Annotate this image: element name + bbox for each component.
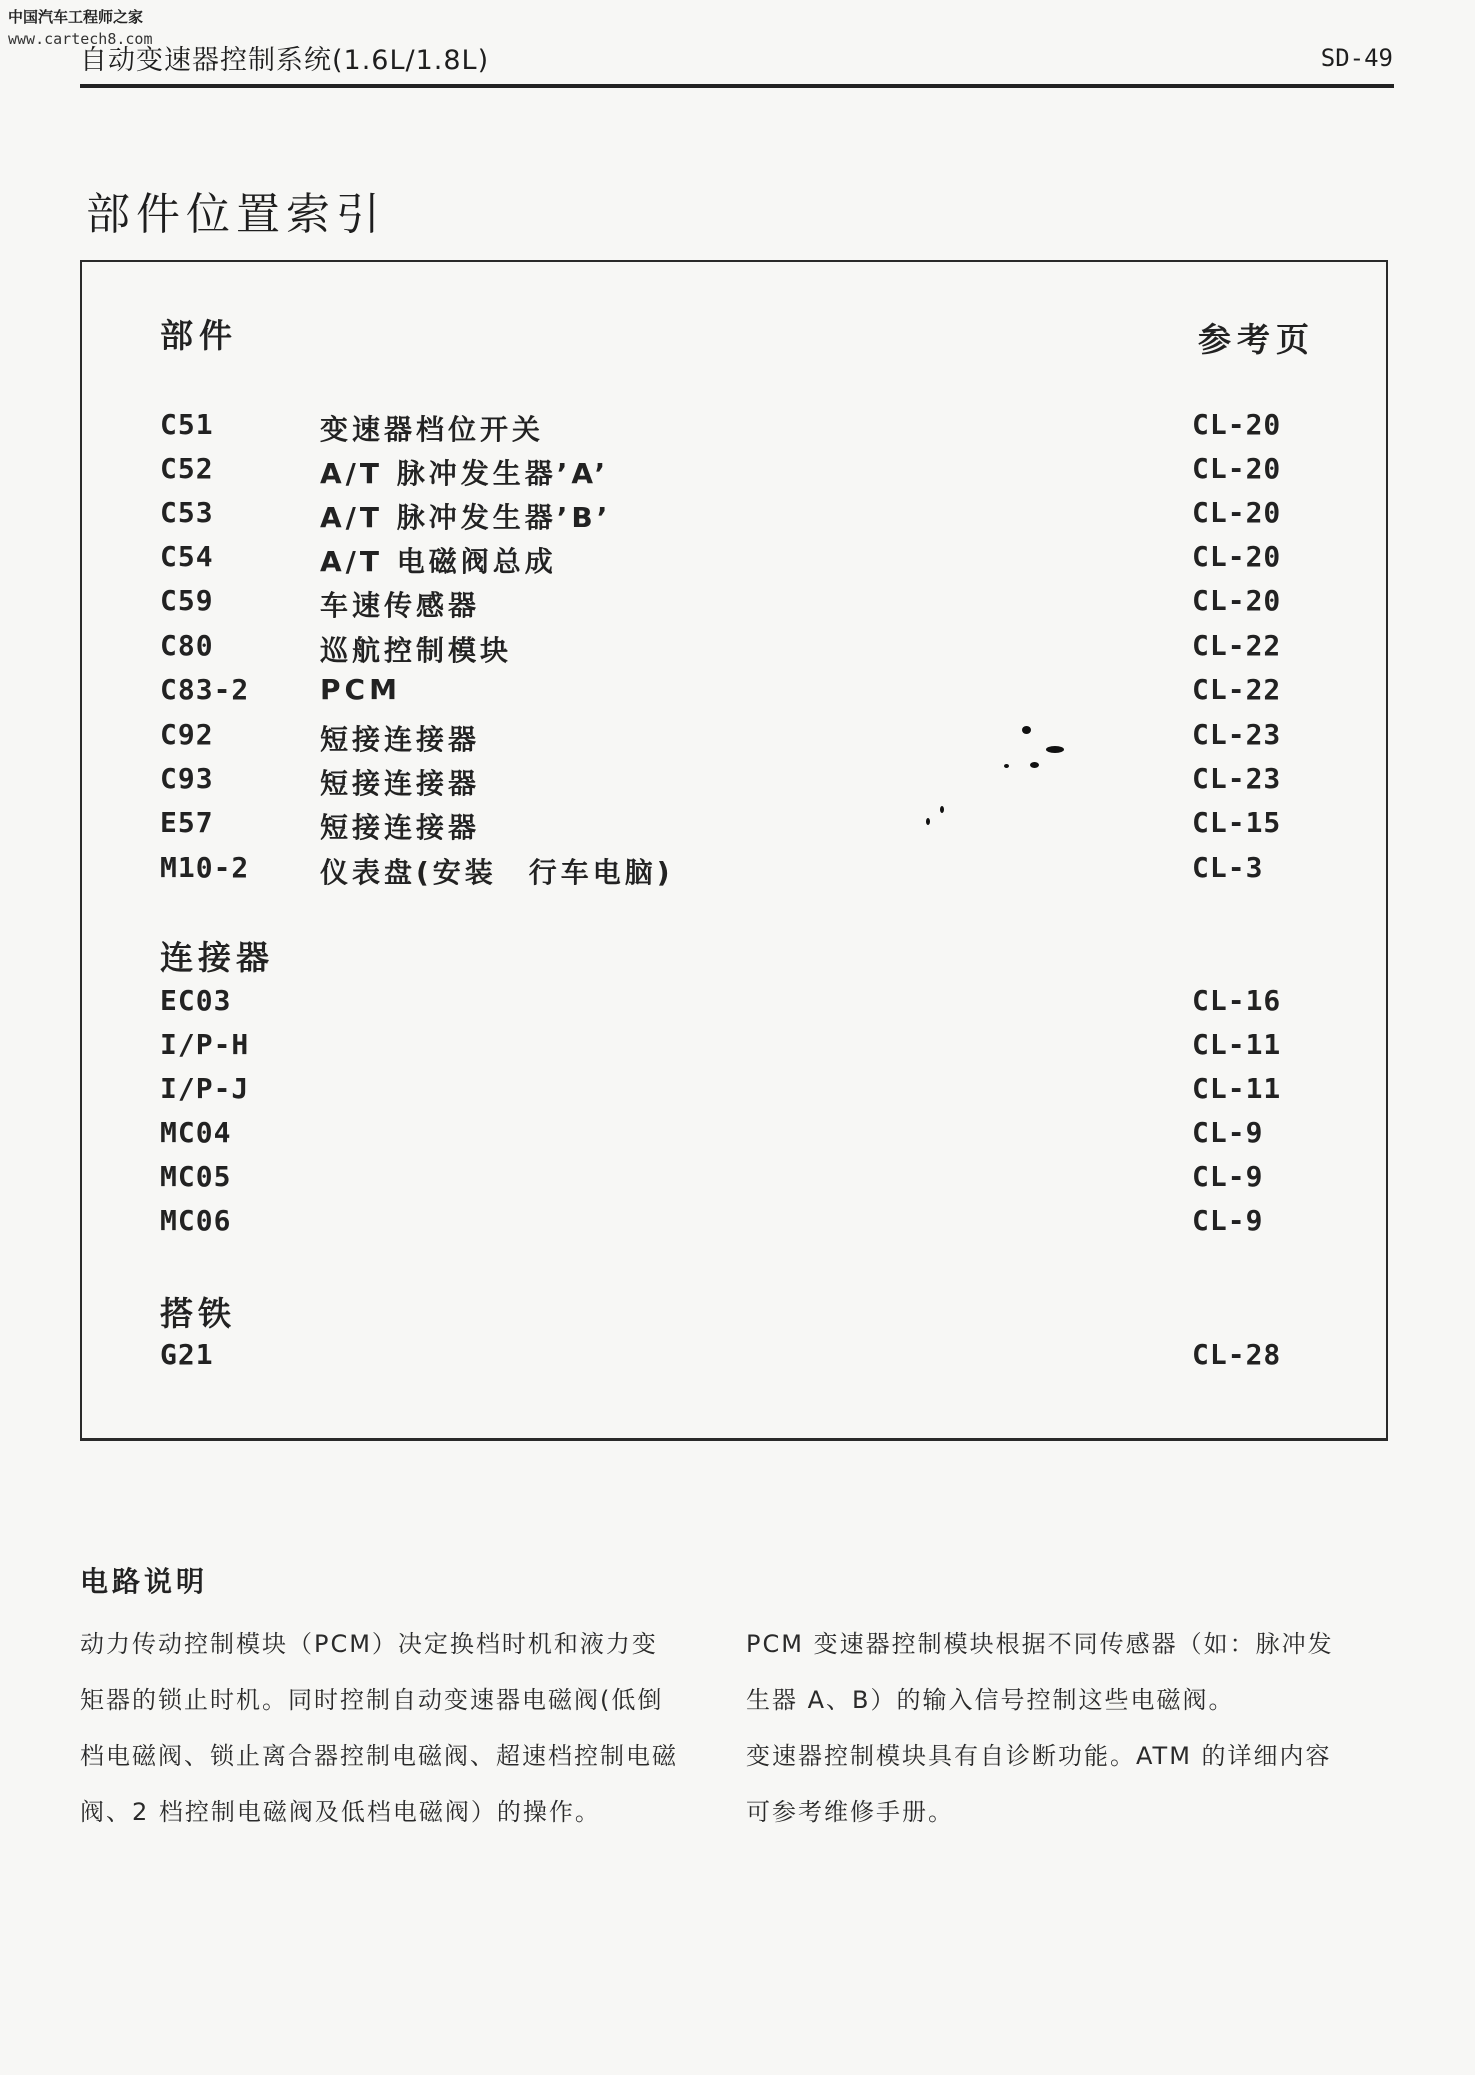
- component-code: C83-2: [160, 673, 250, 706]
- header-rule: [80, 84, 1394, 88]
- component-code: C54: [160, 540, 214, 573]
- connector-ref: CL-11: [1192, 1072, 1282, 1105]
- component-code: E57: [160, 806, 214, 839]
- component-row: [160, 408, 1310, 452]
- connector-ref: CL-9: [1192, 1204, 1264, 1237]
- paragraph-line: 档电磁阀、锁止离合器控制电磁阀、超速档控制电磁: [80, 1742, 678, 1770]
- component-name: 车速传感器: [320, 589, 481, 622]
- paragraph-line: 矩器的锁止时机。同时控制自动变速器电磁阀(低倒: [80, 1686, 664, 1714]
- component-code: M10-2: [160, 851, 250, 884]
- component-name: A/T 脉冲发生器’A’: [320, 457, 610, 490]
- component-code: C51: [160, 408, 214, 441]
- connector-ref: CL-9: [1192, 1116, 1264, 1149]
- component-code: C93: [160, 762, 214, 795]
- component-name: 巡航控制模块: [320, 634, 513, 667]
- component-ref: CL-20: [1192, 584, 1282, 617]
- scan-speck: [1030, 762, 1039, 768]
- component-ref: CL-15: [1192, 806, 1282, 839]
- paragraph-line: 可参考维修手册。: [746, 1798, 954, 1826]
- component-row: [160, 762, 1310, 806]
- scan-speck: [940, 806, 944, 813]
- ground-ref: CL-28: [1192, 1338, 1282, 1371]
- column-header-component: 部件: [160, 316, 238, 355]
- scan-speck: [1046, 746, 1064, 753]
- page-header-title: 自动变速器控制系统(1.6L/1.8L): [80, 45, 490, 76]
- component-name: 短接连接器: [320, 811, 481, 844]
- connector-row: [160, 1072, 1310, 1116]
- paragraph-line: 阀、2 档控制电磁阀及低档电磁阀）的操作。: [80, 1798, 601, 1826]
- scan-speck: [926, 818, 930, 825]
- paragraph-line: PCM 变速器控制模块根据不同传感器（如：脉冲发: [746, 1630, 1334, 1658]
- component-code: C52: [160, 452, 214, 485]
- component-row: [160, 673, 1310, 717]
- component-row: [160, 452, 1310, 496]
- component-row: [160, 851, 1310, 895]
- ground-code: G21: [160, 1338, 214, 1371]
- paragraph-line: 生器 A、B）的输入信号控制这些电磁阀。: [746, 1686, 1235, 1714]
- section-title: 部件位置索引: [86, 189, 386, 240]
- component-ref: CL-3: [1192, 851, 1264, 884]
- connector-code: MC06: [160, 1204, 232, 1237]
- component-ref: CL-20: [1192, 496, 1282, 529]
- component-name: 短接连接器: [320, 723, 481, 756]
- component-code: C59: [160, 584, 214, 617]
- scan-speck: [1004, 764, 1009, 768]
- component-row: [160, 496, 1310, 540]
- page-number: SD-49: [1320, 44, 1393, 72]
- component-name: 仪表盘(安装 行车电脑): [320, 856, 674, 889]
- component-name: 短接连接器: [320, 767, 481, 800]
- connector-row: [160, 1160, 1310, 1204]
- scan-speck: [1022, 726, 1031, 734]
- connector-row: [160, 1028, 1310, 1072]
- connector-code: I/P-J: [160, 1072, 250, 1105]
- column-header-reference: 参考页: [1198, 320, 1315, 359]
- component-ref: CL-20: [1192, 540, 1282, 573]
- component-name: A/T 电磁阀总成: [320, 545, 557, 578]
- connector-ref: CL-9: [1192, 1160, 1264, 1193]
- component-ref: CL-20: [1192, 452, 1282, 485]
- component-name: A/T 脉冲发生器’B’: [320, 501, 612, 534]
- paragraph-line: 动力传动控制模块（PCM）决定换档时机和液力变: [80, 1630, 658, 1658]
- component-row: [160, 806, 1310, 850]
- component-code: C80: [160, 629, 214, 662]
- connector-row: [160, 1204, 1310, 1248]
- component-ref: CL-20: [1192, 408, 1282, 441]
- component-code: C92: [160, 718, 214, 751]
- component-row: [160, 718, 1310, 762]
- connector-row: [160, 1116, 1310, 1160]
- connector-code: MC04: [160, 1116, 232, 1149]
- component-ref: CL-22: [1192, 673, 1282, 706]
- component-ref: CL-23: [1192, 718, 1282, 751]
- component-ref: CL-23: [1192, 762, 1282, 795]
- component-ref: CL-22: [1192, 629, 1282, 662]
- connector-row: [160, 984, 1310, 1028]
- watermark-site-name: 中国汽车工程师之家: [8, 8, 144, 26]
- circuit-description-left: [80, 1616, 720, 1840]
- component-row: [160, 629, 1310, 673]
- component-code: C53: [160, 496, 214, 529]
- component-row: [160, 584, 1310, 628]
- connectors-heading: 连接器: [160, 938, 274, 977]
- watermark-url: www.cartech8.com: [8, 30, 153, 48]
- component-name: PCM: [320, 673, 401, 706]
- connector-code: I/P-H: [160, 1028, 250, 1061]
- paragraph-line: 变速器控制模块具有自诊断功能。ATM 的详细内容: [746, 1742, 1332, 1770]
- connector-code: EC03: [160, 984, 232, 1017]
- circuit-description-right: [746, 1616, 1406, 1840]
- circuit-description-title: 电路说明: [80, 1565, 209, 1598]
- ground-row: [160, 1338, 1310, 1382]
- connector-code: MC05: [160, 1160, 232, 1193]
- grounds-heading: 搭铁: [160, 1294, 236, 1333]
- connector-ref: CL-16: [1192, 984, 1282, 1017]
- connector-ref: CL-11: [1192, 1028, 1282, 1061]
- component-row: [160, 540, 1310, 584]
- component-name: 变速器档位开关: [320, 413, 545, 446]
